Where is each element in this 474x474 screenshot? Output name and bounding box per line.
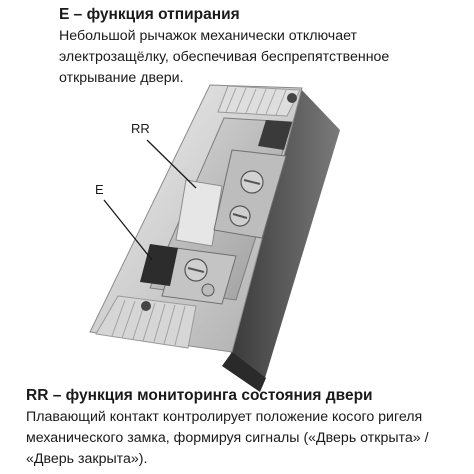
description-line: «Дверь закрыта»). xyxy=(26,451,148,467)
label-e: E xyxy=(95,182,104,197)
description-line: открывание двери. xyxy=(59,70,184,86)
unlock-function-description xyxy=(59,26,469,89)
unlock-function-heading: E – функция отпирания xyxy=(59,6,240,23)
door-monitoring-section xyxy=(26,387,470,470)
label-rr: RR xyxy=(131,121,150,136)
description-line: механического замка, формируя сигналы («Дверь открыта» / xyxy=(26,430,429,446)
description-line: Плавающий контакт контролирует положение косого ригеля xyxy=(26,409,423,425)
description-line: Небольшой рычажок механически отключает xyxy=(59,28,358,44)
description-line: электрозащёлку, обеспечивая беспрепятственное xyxy=(59,49,390,65)
door-monitoring-heading: RR – функция мониторинга состояния двери xyxy=(26,387,373,404)
unlock-function-section xyxy=(59,6,469,89)
door-monitoring-description xyxy=(26,407,470,470)
